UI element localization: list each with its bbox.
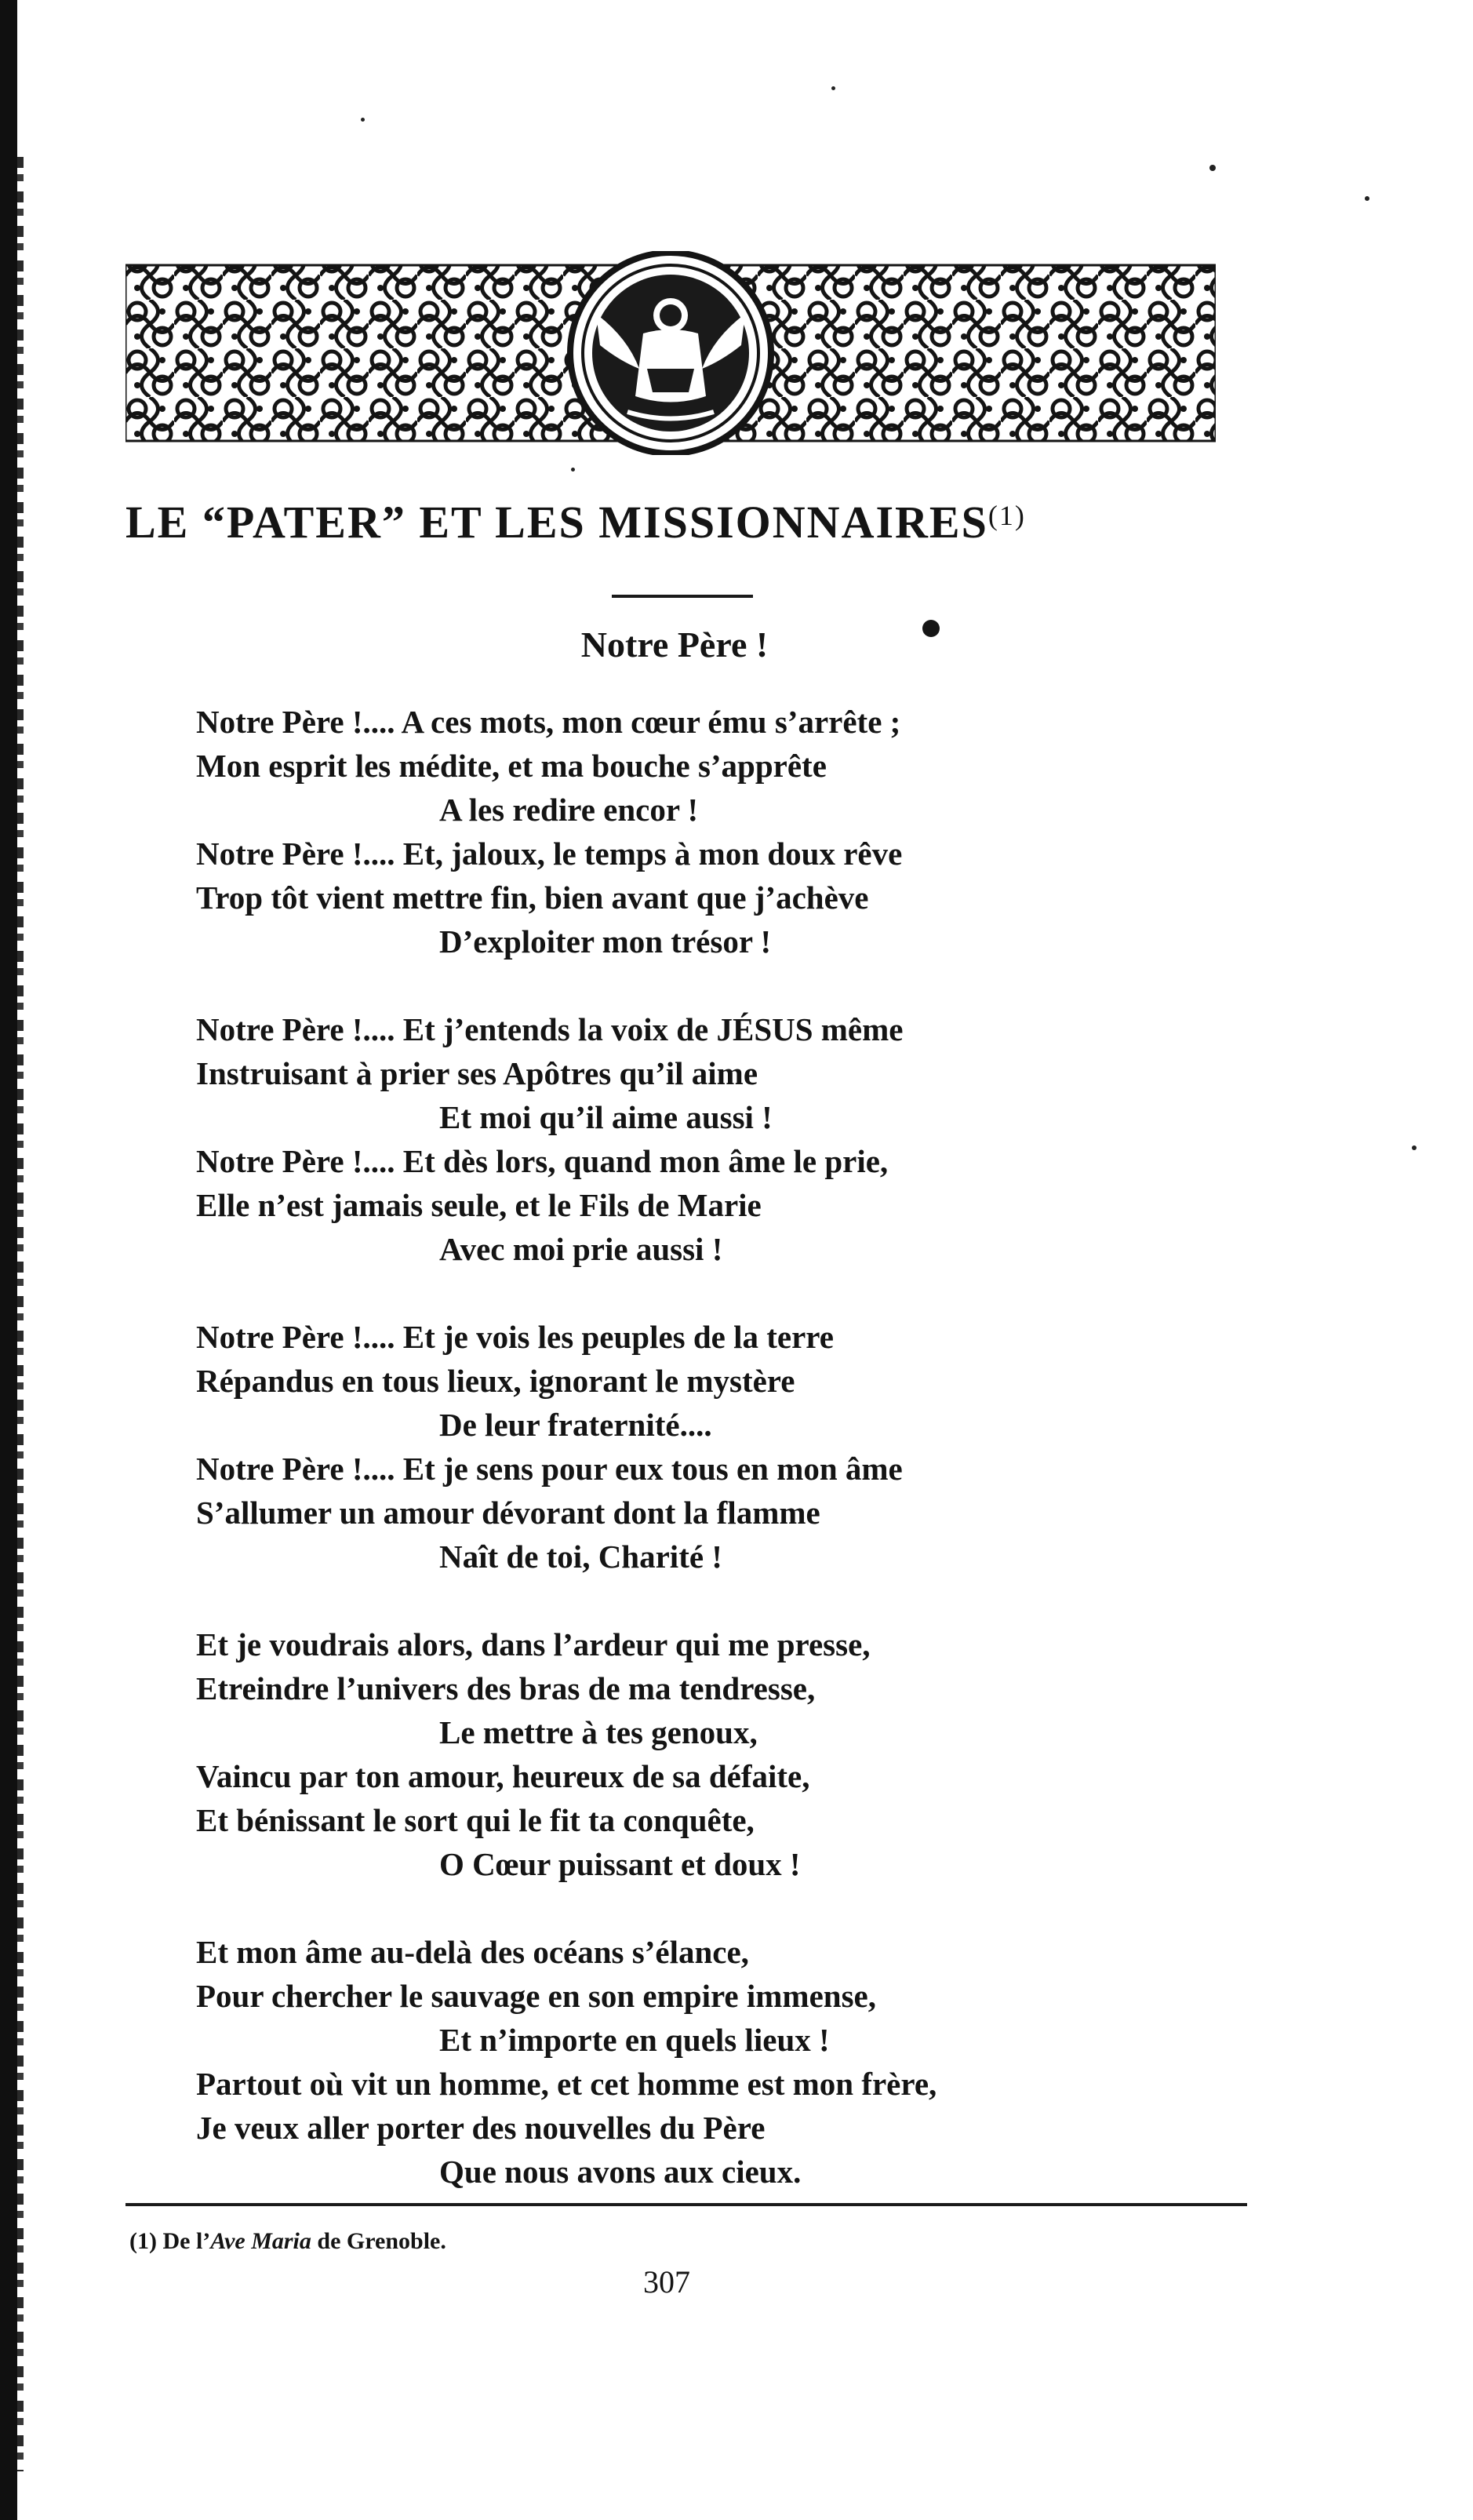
poem-line: Et bénissant le sort qui le fit ta conquête, xyxy=(196,1802,755,1838)
poem-line: Etreindre l’univers des bras de ma tendresse, xyxy=(196,1670,816,1706)
speck xyxy=(1412,1145,1417,1150)
poem-line: S’allumer un amour dévorant dont la flamme xyxy=(196,1495,820,1531)
footnote-mark: (1) xyxy=(129,2228,157,2254)
poem-line: Elle n’est jamais seule, et le Fils de Marie xyxy=(196,1187,762,1223)
stanza xyxy=(196,1930,1216,2194)
speck xyxy=(1365,196,1369,201)
poem-line: A les redire encor ! xyxy=(439,792,699,828)
poem-line: Et moi qu’il aime aussi ! xyxy=(439,1099,773,1135)
footnote-suffix: de Grenoble. xyxy=(311,2228,446,2254)
speck xyxy=(571,468,575,472)
ornamental-headpiece xyxy=(125,251,1216,455)
speck xyxy=(361,118,365,122)
stanza xyxy=(196,1622,1216,1886)
title-text: LE “PATER” ET LES MISSIONNAIRES xyxy=(125,497,988,548)
footnote xyxy=(129,2228,446,2255)
poem-line: Je veux aller porter des nouvelles du Père xyxy=(196,2110,766,2146)
poem-line: De leur fraternité.... xyxy=(439,1407,712,1443)
poem-line: Instruisant à prier ses Apôtres qu’il aime xyxy=(196,1055,758,1091)
poem-line: Et je voudrais alors, dans l’ardeur qui me presse, xyxy=(196,1626,871,1662)
poem-line: D’exploiter mon trésor ! xyxy=(439,923,772,960)
page-number: 307 xyxy=(643,2264,690,2300)
poem-line: Partout où vit un homme, et cet homme est mon frère, xyxy=(196,2066,937,2102)
poem-line: Et mon âme au-delà des océans s’élance, xyxy=(196,1934,749,1970)
poem-line: O Cœur puissant et doux ! xyxy=(439,1846,801,1882)
binding-texture xyxy=(17,157,24,2471)
poem-body xyxy=(196,700,1216,2238)
stanza xyxy=(196,1315,1216,1579)
footnote-italic: Ave Maria xyxy=(210,2228,311,2254)
speck xyxy=(831,86,835,90)
poem-line: Que nous avons aux cieux. xyxy=(439,2154,802,2190)
stanza xyxy=(196,1007,1216,1271)
angel-medallion-icon xyxy=(570,253,771,453)
poem-line: Et n’importe en quels lieux ! xyxy=(439,2022,830,2058)
poem-line: Notre Père !.... Et je sens pour eux tous en mon âme xyxy=(196,1451,903,1487)
poem-line: Notre Père !.... Et je vois les peuples de la terre xyxy=(196,1319,834,1355)
binding-shadow xyxy=(0,0,17,2520)
poem-line: Notre Père !.... Et j’entends la voix de JÉSUS même xyxy=(196,1011,904,1047)
footnote-divider xyxy=(125,2203,1247,2206)
ink-blot xyxy=(922,620,940,637)
stanza xyxy=(196,700,1216,963)
title-note-mark: (1) xyxy=(987,500,1026,531)
page-spine-edge xyxy=(0,0,94,2520)
poem-subtitle: Notre Père ! xyxy=(580,625,769,665)
poem-line: Avec moi prie aussi ! xyxy=(439,1231,723,1267)
poem-line: Notre Père !.... Et, jaloux, le temps à mon doux rêve xyxy=(196,836,903,872)
poem-line: Pour chercher le sauvage en son empire immense, xyxy=(196,1978,876,2014)
poem-line: Mon esprit les médite, et ma bouche s’apprête xyxy=(196,748,827,784)
title-divider xyxy=(612,595,753,598)
poem-line: Vaincu par ton amour, heureux de sa défaite, xyxy=(196,1758,810,1794)
poem-line: Naît de toi, Charité ! xyxy=(439,1539,722,1575)
poem-line: Trop tôt vient mettre fin, bien avant que j’achève xyxy=(196,879,869,916)
poem-line: Notre Père !.... Et dès lors, quand mon âme le prie, xyxy=(196,1143,889,1179)
speck xyxy=(1209,165,1216,171)
footnote-prefix: De l’ xyxy=(162,2228,211,2254)
poem-line: Notre Père !.... A ces mots, mon cœur ému s’arrête ; xyxy=(196,704,901,740)
poem-line: Le mettre à tes genoux, xyxy=(439,1714,758,1750)
page-title xyxy=(125,496,1239,548)
poem-line: Répandus en tous lieux, ignorant le mystère xyxy=(196,1363,795,1399)
